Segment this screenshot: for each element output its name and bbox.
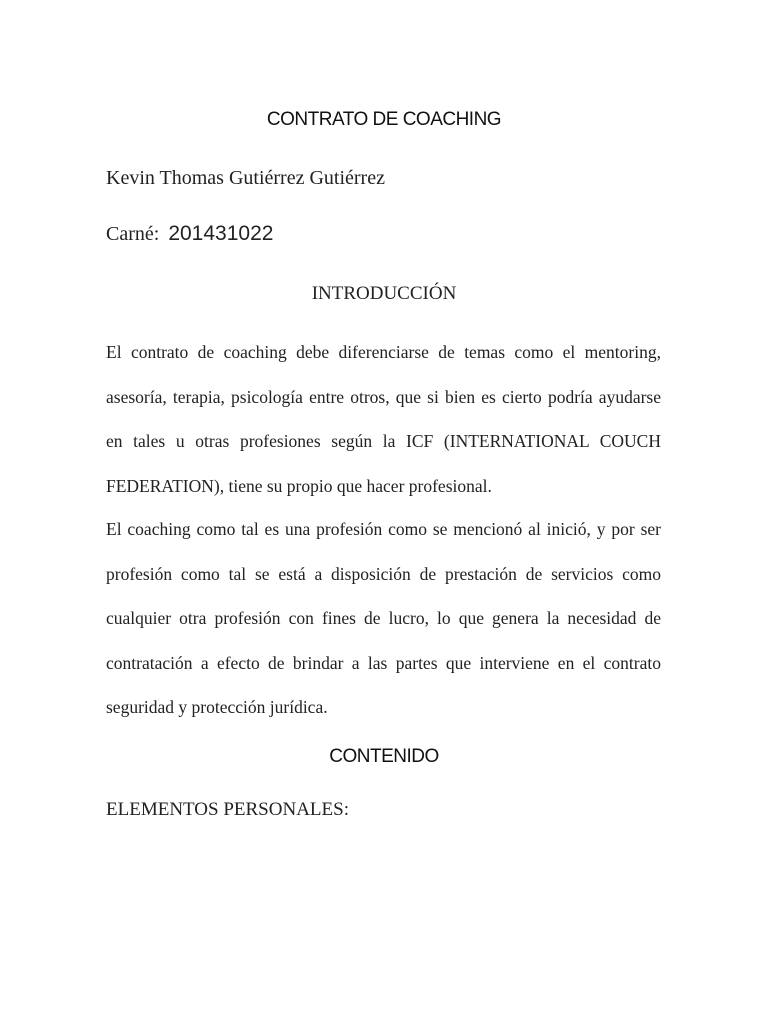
content-heading: CONTENIDO: [329, 746, 439, 767]
introduction-paragraph-1: El contrato de coaching debe diferenciarse de temas como el mentoring, asesoría, terapia, psicología entre otros, que si bien es cierto podría ayudarse en tales u otras profesiones según la ICF (INTERNATIONAL COUCH FEDERATION), tiene su propio que hacer profesional.: [106, 342, 661, 496]
student-id-number: 201431022: [168, 222, 274, 245]
introduction-paragraph-2: El coaching como tal es una profesión como se mencionó al inició, y por ser profesión como tal se está a disposición de prestación de servicios como cualquier otra profesión con fines de lucro, lo que genera la necesidad de contratación a efecto de brindar a las partes que interviene en el contrato seguridad y protección jurídica.: [106, 519, 661, 717]
document-title: CONTRATO DE COACHING: [266, 109, 502, 130]
author-name: Kevin Thomas Gutiérrez Gutiérrez: [106, 167, 385, 189]
student-id-line: [106, 222, 273, 246]
student-id-label: Carné:: [106, 223, 160, 245]
introduction-heading: INTRODUCCIÓN: [311, 283, 457, 304]
personal-elements-heading: ELEMENTOS PERSONALES:: [106, 799, 349, 820]
